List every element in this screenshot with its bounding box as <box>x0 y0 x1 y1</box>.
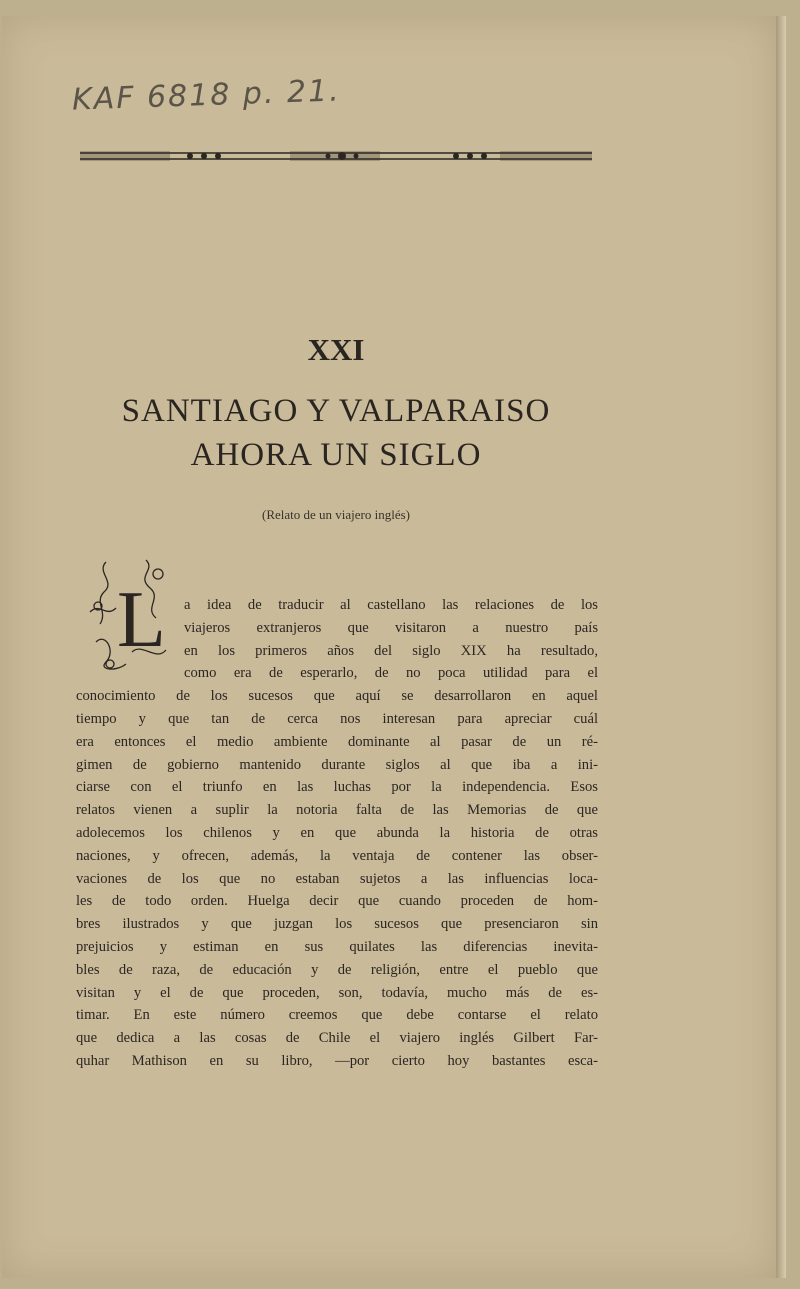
chapter-title-line-1: SANTIAGO Y VALPARAISO <box>121 393 551 429</box>
body-line: vaciones de los que no estaban sujetos a las influencias loca- <box>76 870 598 887</box>
body-line: visitan y el de que proceden, son, todavía, mucho más de es- <box>76 984 598 1001</box>
body-line: bres ilustrados y que juzgan los sucesos que presenciaron sin <box>76 916 598 933</box>
body-line: timar. En este número creemos que debe contarse el relato <box>76 1007 598 1024</box>
chapter-title-line-2: AHORA UN SIGLO <box>190 437 482 473</box>
chapter-number: XXI <box>307 332 365 367</box>
body-line: quhar Mathison en su libro, —por cierto hoy bastantes esca- <box>76 1052 598 1069</box>
body-line: les de todo orden. Huelga decir que cuando proceden de hom- <box>76 893 598 910</box>
body-line: naciones, y ofrecen, además, la ventaja de contener las obser- <box>76 847 598 864</box>
decorative-ornament-rule <box>80 148 592 164</box>
page-edge <box>776 16 786 1278</box>
body-line: tiempo y que tan de cerca nos interesan para apreciar cuál <box>76 710 598 727</box>
body-line: prejuicios y estiman en sus quilates las diferencias inevita- <box>76 938 598 955</box>
body-line: gimen de gobierno mantenido durante siglos al que iba a ini- <box>76 756 598 773</box>
body-line: era entonces el medio ambiente dominante al pasar de un ré- <box>76 733 598 750</box>
handwritten-shelfmark: KAF 6818 p. 21. <box>71 73 342 118</box>
body-line: viajeros extranjeros que visitaron a nuestro país <box>184 619 598 636</box>
body-line: bles de raza, de educación y de religión, entre el pueblo que <box>76 961 598 978</box>
chapter-subtitle: (Relato de un viajero inglés) <box>261 507 410 522</box>
body-line: conocimiento de los sucesos que aquí se desarrollaron en aquel <box>76 688 598 705</box>
body-line: ciarse con el triunfo en las luchas por la independencia. Esos <box>76 779 598 796</box>
drop-cap-letter: L <box>117 576 166 664</box>
body-paragraph <box>76 594 598 1073</box>
body-line: adolecemos los chilenos y en que abunda la historia de otras <box>76 824 598 841</box>
body-line: como era de esperarlo, de no poca utilidad para el <box>184 665 598 682</box>
body-line: en los primeros años del siglo XIX ha resultado, <box>184 642 598 659</box>
body-line: a idea de traducir al castellano las relaciones de los <box>184 597 598 613</box>
body-line: que dedica a las cosas de Chile el viajero inglés Gilbert Far- <box>76 1030 598 1047</box>
body-line: relatos vienen a suplir la notoria falta de las Memorias de que <box>76 802 598 819</box>
